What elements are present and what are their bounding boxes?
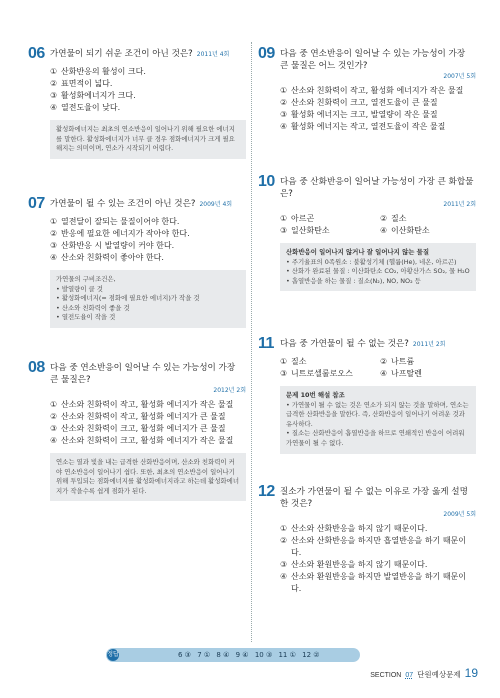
note-list bbox=[286, 401, 470, 449]
question-06 bbox=[28, 46, 246, 159]
question-number: 09 bbox=[258, 45, 275, 62]
choice-3[interactable]: ③ 산소와 친화력이 크고, 활성화 에너지가 큰 물질 bbox=[50, 424, 226, 433]
question-text: 가연물이 될 수 있는 조건이 아닌 것은? bbox=[50, 199, 196, 209]
choice-list bbox=[280, 213, 476, 237]
note-list bbox=[286, 258, 470, 287]
choice-1[interactable]: ① 산소와 친화력이 작고, 활성화 에너지가 작은 물질 bbox=[50, 400, 234, 409]
explanation-note bbox=[280, 386, 476, 454]
question-year: 2009년 5회 bbox=[443, 511, 476, 518]
question-text: 다음 중 연소반응이 일어날 수 있는 가능성이 가장 큰 물질은 어느 것인가? bbox=[280, 49, 466, 71]
choice-4[interactable]: ④ 활성화 에너지는 작고, 열전도율이 작은 물질 bbox=[280, 122, 446, 131]
answer-item: 12 ② bbox=[302, 651, 320, 659]
choice-3[interactable]: ③ 활성화 에너지는 크고, 발열량이 작은 물질 bbox=[280, 110, 438, 119]
choice-3[interactable]: ③ 산화반응 시 발열량이 커야 한다. bbox=[50, 241, 175, 250]
question-number: 11 bbox=[258, 335, 274, 352]
choice-2[interactable]: ② 질소 bbox=[380, 214, 407, 223]
page-footer bbox=[370, 666, 478, 680]
note-title: 문제 10번 해설 참조 bbox=[286, 391, 345, 399]
choice-2[interactable]: ② 산소와 친화력이 크고, 열전도율이 큰 물질 bbox=[280, 98, 438, 107]
answer-item: 9 ④ bbox=[235, 651, 249, 659]
section-label: SECTION bbox=[370, 672, 402, 679]
question-year: 2011년 4회 bbox=[196, 51, 230, 58]
note-list bbox=[56, 285, 240, 323]
answer-item: 11 ① bbox=[278, 651, 296, 659]
choice-2[interactable]: ② 산소와 산화반응을 하지만 흡열반응을 하기 때문이다. bbox=[280, 536, 467, 557]
choice-2[interactable]: ② 산소와 친화력이 작고, 활성화 에너지가 큰 물질 bbox=[50, 412, 226, 421]
question-11 bbox=[258, 336, 476, 454]
page-number: 19 bbox=[464, 666, 478, 680]
answer-item: 8 ④ bbox=[216, 651, 230, 659]
question-text: 다음 중 연소반응이 일어날 수 있는 가능성이 가장 큰 물질은? bbox=[50, 363, 236, 385]
choice-2[interactable]: ② 반응에 필요한 에너지가 작아야 한다. bbox=[50, 229, 190, 238]
choice-list bbox=[280, 356, 476, 380]
note-item: • 질소는 산화반응이 흡열반응을 하므로 연쇄적인 반응이 어려워 가연물이 될 수 없다. bbox=[286, 429, 470, 448]
choice-list bbox=[280, 85, 476, 133]
question-number: 08 bbox=[28, 359, 45, 376]
choice-3[interactable]: ③ 활성화에너지가 크다. bbox=[50, 91, 136, 100]
choice-1[interactable]: ① 아르곤 bbox=[280, 214, 315, 223]
note-item: • 활성화에너지(= 점화에 필요한 에너지)가 작을 것 bbox=[56, 294, 240, 304]
question-number: 12 bbox=[258, 483, 275, 500]
choice-list bbox=[280, 523, 476, 595]
question-number: 07 bbox=[28, 195, 45, 212]
answer-item: 7 ① bbox=[197, 651, 211, 659]
note-item: • 발열량이 클 것 bbox=[56, 285, 240, 295]
choice-list bbox=[50, 399, 246, 447]
choice-4[interactable]: ④ 이산화탄소 bbox=[380, 226, 430, 235]
question-12 bbox=[258, 484, 476, 595]
question-year: 2009년 4회 bbox=[199, 201, 233, 208]
question-year: 2011년 2회 bbox=[412, 341, 446, 348]
question-text: 가연물이 되기 쉬운 조건이 아닌 것은? bbox=[50, 49, 193, 59]
footer-title: 단원예상문제 bbox=[417, 670, 461, 679]
question-text: 다음 중 가연물이 될 수 없는 것은? bbox=[280, 339, 409, 349]
question-number: 10 bbox=[258, 173, 275, 190]
choice-2[interactable]: ② 나트륨 bbox=[380, 357, 415, 366]
note-item: • 산화가 완료된 물질 : 이산화탄소 CO₂, 아황산가스 SO₂, 물 H₂O bbox=[286, 267, 470, 277]
choice-list bbox=[50, 66, 246, 114]
note-item: • 열전도율이 작을 것 bbox=[56, 313, 240, 323]
choice-1[interactable]: ① 산소와 산화반응을 하지 않기 때문이다. bbox=[280, 524, 428, 533]
question-year: 2011년 2회 bbox=[443, 201, 476, 208]
question-09 bbox=[258, 46, 476, 133]
explanation-note bbox=[50, 270, 246, 328]
answer-badge: 정답 bbox=[107, 649, 119, 661]
question-year: 2012년 2회 bbox=[213, 387, 246, 394]
choice-3[interactable]: ③ 산소와 환원반응을 하지 않기 때문이다. bbox=[280, 560, 428, 569]
answer-item: 10 ③ bbox=[254, 651, 273, 659]
choice-list bbox=[50, 216, 246, 264]
choice-4[interactable]: ④ 산소와 친화력이 좋아야 한다. bbox=[50, 253, 164, 262]
question-year: 2007년 5회 bbox=[443, 73, 476, 80]
choice-3[interactable]: ③ 일산화탄소 bbox=[280, 226, 330, 235]
question-10 bbox=[258, 174, 476, 291]
question-number: 06 bbox=[28, 45, 45, 62]
choice-4[interactable]: ④ 열전도율이 낮다. bbox=[50, 103, 121, 112]
question-07 bbox=[28, 196, 246, 328]
choice-4[interactable]: ④ 산소와 친화력이 크고, 활성화 에너지가 작은 물질 bbox=[50, 436, 234, 445]
note-item: • 흡열반응을 하는 물질 : 질소(N₂), NO, NO₂ 등 bbox=[286, 277, 470, 287]
note-title: 산화반응이 일어나지 않거나 잘 일어나지 않는 물질 bbox=[286, 248, 429, 256]
note-item: • 주기율표의 0족원소 : 불활성기체 (헬륨(He), 네온, 아르곤) bbox=[286, 258, 470, 268]
question-text: 질소가 가연물이 될 수 없는 이유로 가장 옳게 설명한 것은? bbox=[280, 487, 468, 509]
question-08 bbox=[28, 360, 246, 501]
explanation-note: 연소는 열과 빛을 내는 급격한 산화반응이며, 산소와 친화력이 커야 연소반응이 일어나기 쉽다. 또한, 최초의 연소반응이 일어나기 위해 투입되는 점화에너지를 활성화에너지라고 하는데 활성화에너지가 작을수록 쉽게 점화가 된다. bbox=[50, 453, 246, 501]
choice-1[interactable]: ① 열전달이 잘되는 물질이어야 한다. bbox=[50, 217, 180, 226]
note-item: • 가연물이 될 수 없는 것은 연소가 되지 않는 것을 말하며, 연소는 급격한 산화반응을 말한다. 즉, 산화반응이 일어나기 어려운 것과 유사하다. bbox=[286, 401, 470, 430]
explanation-note: 활성화에너지는 최초의 연소반응이 일어나기 위해 필요한 에너지를 말한다. 활성화에너지가 너무 클 경우 점화에너지가 크게 필요해지는 의미이며, 연소가 시작되기 어렵다. bbox=[50, 120, 246, 159]
answer-bar bbox=[106, 648, 360, 662]
note-item: • 산소와 친화력이 좋을 것 bbox=[56, 304, 240, 314]
note-title: 가연물의 구비조건은, bbox=[56, 275, 116, 283]
column-divider bbox=[251, 42, 252, 642]
answer-item: 6 ③ bbox=[178, 651, 191, 659]
choice-1[interactable]: ① 산소와 친화력이 작고, 활성화 에너지가 작은 물질 bbox=[280, 86, 464, 95]
explanation-note bbox=[280, 243, 476, 291]
choice-3[interactable]: ③ 니트로셀룰로오스 bbox=[280, 369, 353, 378]
choice-1[interactable]: ① 산화반응의 활성이 크다. bbox=[50, 67, 146, 76]
choice-2[interactable]: ② 표면적이 넓다. bbox=[50, 79, 113, 88]
question-text: 다음 중 산화반응이 일어날 가능성이 가장 큰 화합물은? bbox=[280, 177, 474, 199]
choice-4[interactable]: ④ 나프탈렌 bbox=[380, 369, 422, 378]
choice-1[interactable]: ① 질소 bbox=[280, 357, 307, 366]
section-number: 07 bbox=[405, 672, 414, 679]
answer-list bbox=[178, 650, 324, 660]
choice-4[interactable]: ④ 산소와 환원반응을 하지만 발열반응을 하기 때문이다. bbox=[280, 572, 467, 593]
